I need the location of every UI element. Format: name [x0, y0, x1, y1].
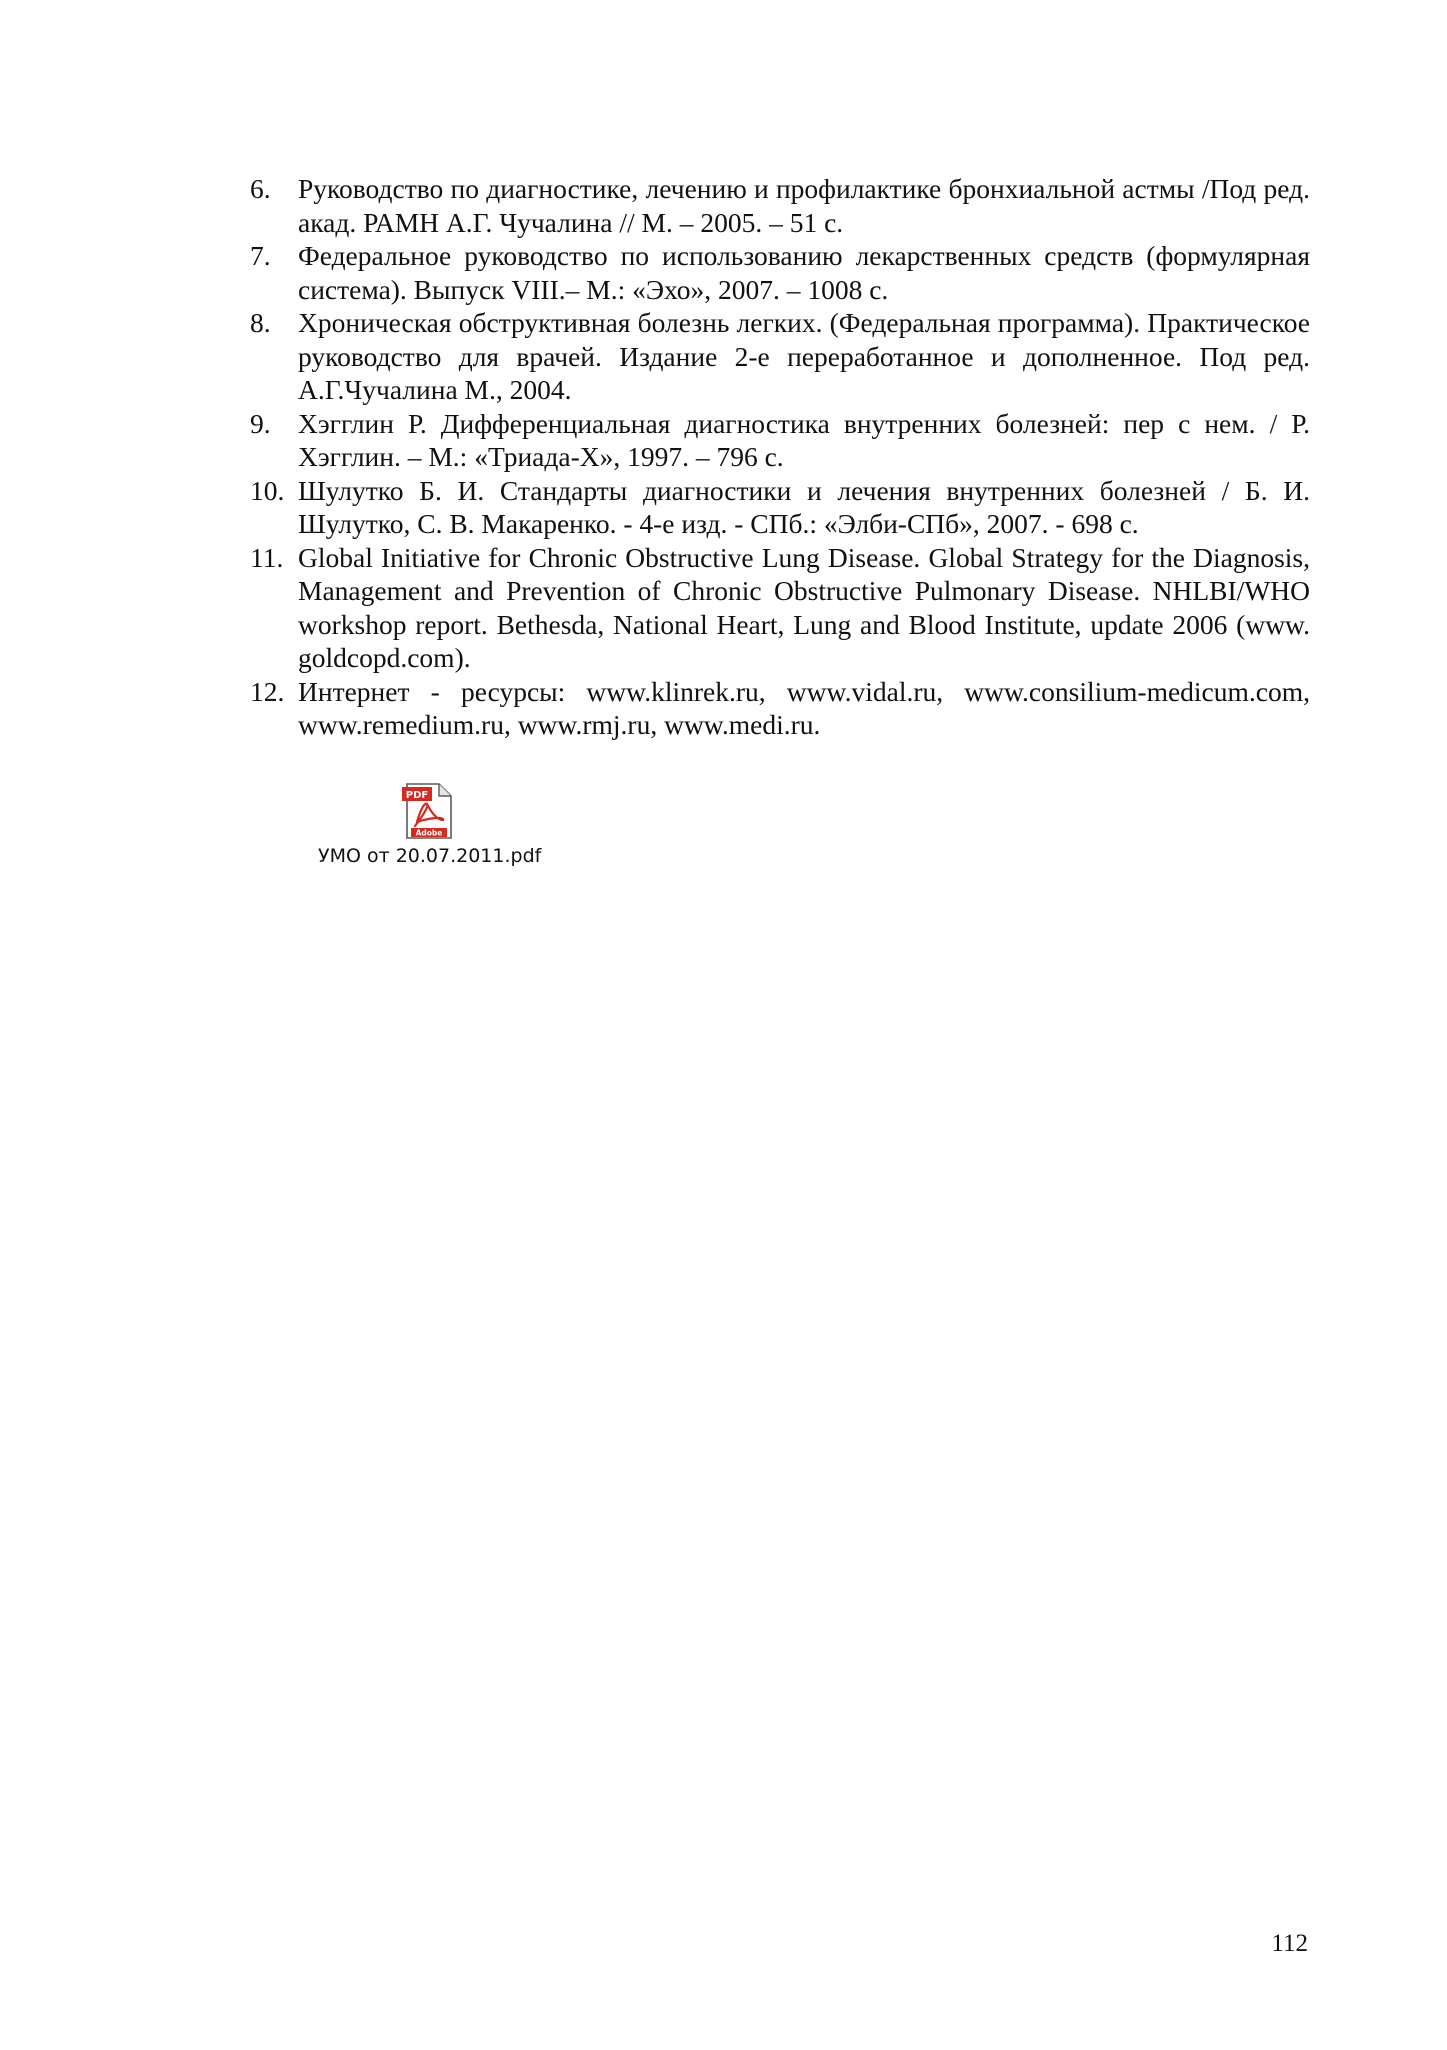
reference-list [250, 172, 1310, 742]
reference-number: 7. [250, 240, 271, 271]
page-number: 112 [1271, 1930, 1308, 1957]
reference-item [250, 172, 1310, 239]
reference-text: Шулутко Б. И. Стандарты диагностики и лечения внутренних болезней / Б. И. Шулутко, С. В. Макаренко. - 4-е изд. - СПб.: «Элби-СПб», 2007. - 698 с. [298, 474, 1310, 539]
reference-item [250, 306, 1310, 407]
reference-text: Руководство по диагностике, лечению и профилактике бронхиальной астмы /Под ред. акад. РАМН А.Г. Чучалина // М. – 2005. – 51 с. [298, 173, 1310, 238]
reference-text: Global Initiative for Chronic Obstructive Lung Disease. Global Strategy for the Diagnosis, Management and Prevention of Chronic Obstructive Pulmonary Disease. NHLBI/WHO workshop report. Bethesda, National Heart, Lung and Blood Institute, update 2006 (www. goldcopd.com). [298, 541, 1310, 673]
reference-item [250, 239, 1310, 306]
pdf-attachment[interactable] [318, 782, 548, 882]
reference-number: 10. [250, 474, 285, 506]
reference-text: Интернет - ресурсы: www.klinrek.ru, www.vidal.ru, www.consilium-medicum.com, www.remedium.ru, www.rmj.ru, www.medi.ru. [298, 675, 1310, 740]
reference-item [250, 675, 1310, 742]
reference-number: 12. [250, 675, 285, 707]
reference-number: 11. [250, 541, 284, 573]
reference-item [250, 407, 1310, 474]
pdf-badge-label: PDF [405, 790, 429, 801]
reference-number: 8. [250, 307, 271, 338]
reference-item [250, 541, 1310, 675]
reference-text: Федеральное руководство по использованию лекарственных средств (формулярная система). Выпуск VIII.– М.: «Эхо», 2007. – 1008 с. [298, 240, 1310, 305]
reference-number: 6. [250, 173, 271, 204]
reference-number: 9. [250, 407, 271, 439]
adobe-brand-label: Adobe [415, 828, 443, 838]
reference-text: Хроническая обструктивная болезнь легких. (Федеральная программа). Практическое руководство для врачей. Издание 2-е переработанное и дополненное. Под ред. А.Г.Чучалина М., 2004. [298, 307, 1310, 405]
pdf-file-icon[interactable] [401, 782, 453, 840]
reference-text: Хэгглин Р. Дифференциальная диагностика внутренних болезней: пер с нем. / Р. Хэгглин. – М.: «Триада-Х», 1997. – 796 с. [298, 407, 1310, 472]
attachment-filename[interactable]: УМО от 20.07.2011.pdf [318, 845, 542, 867]
reference-item [250, 474, 1310, 541]
